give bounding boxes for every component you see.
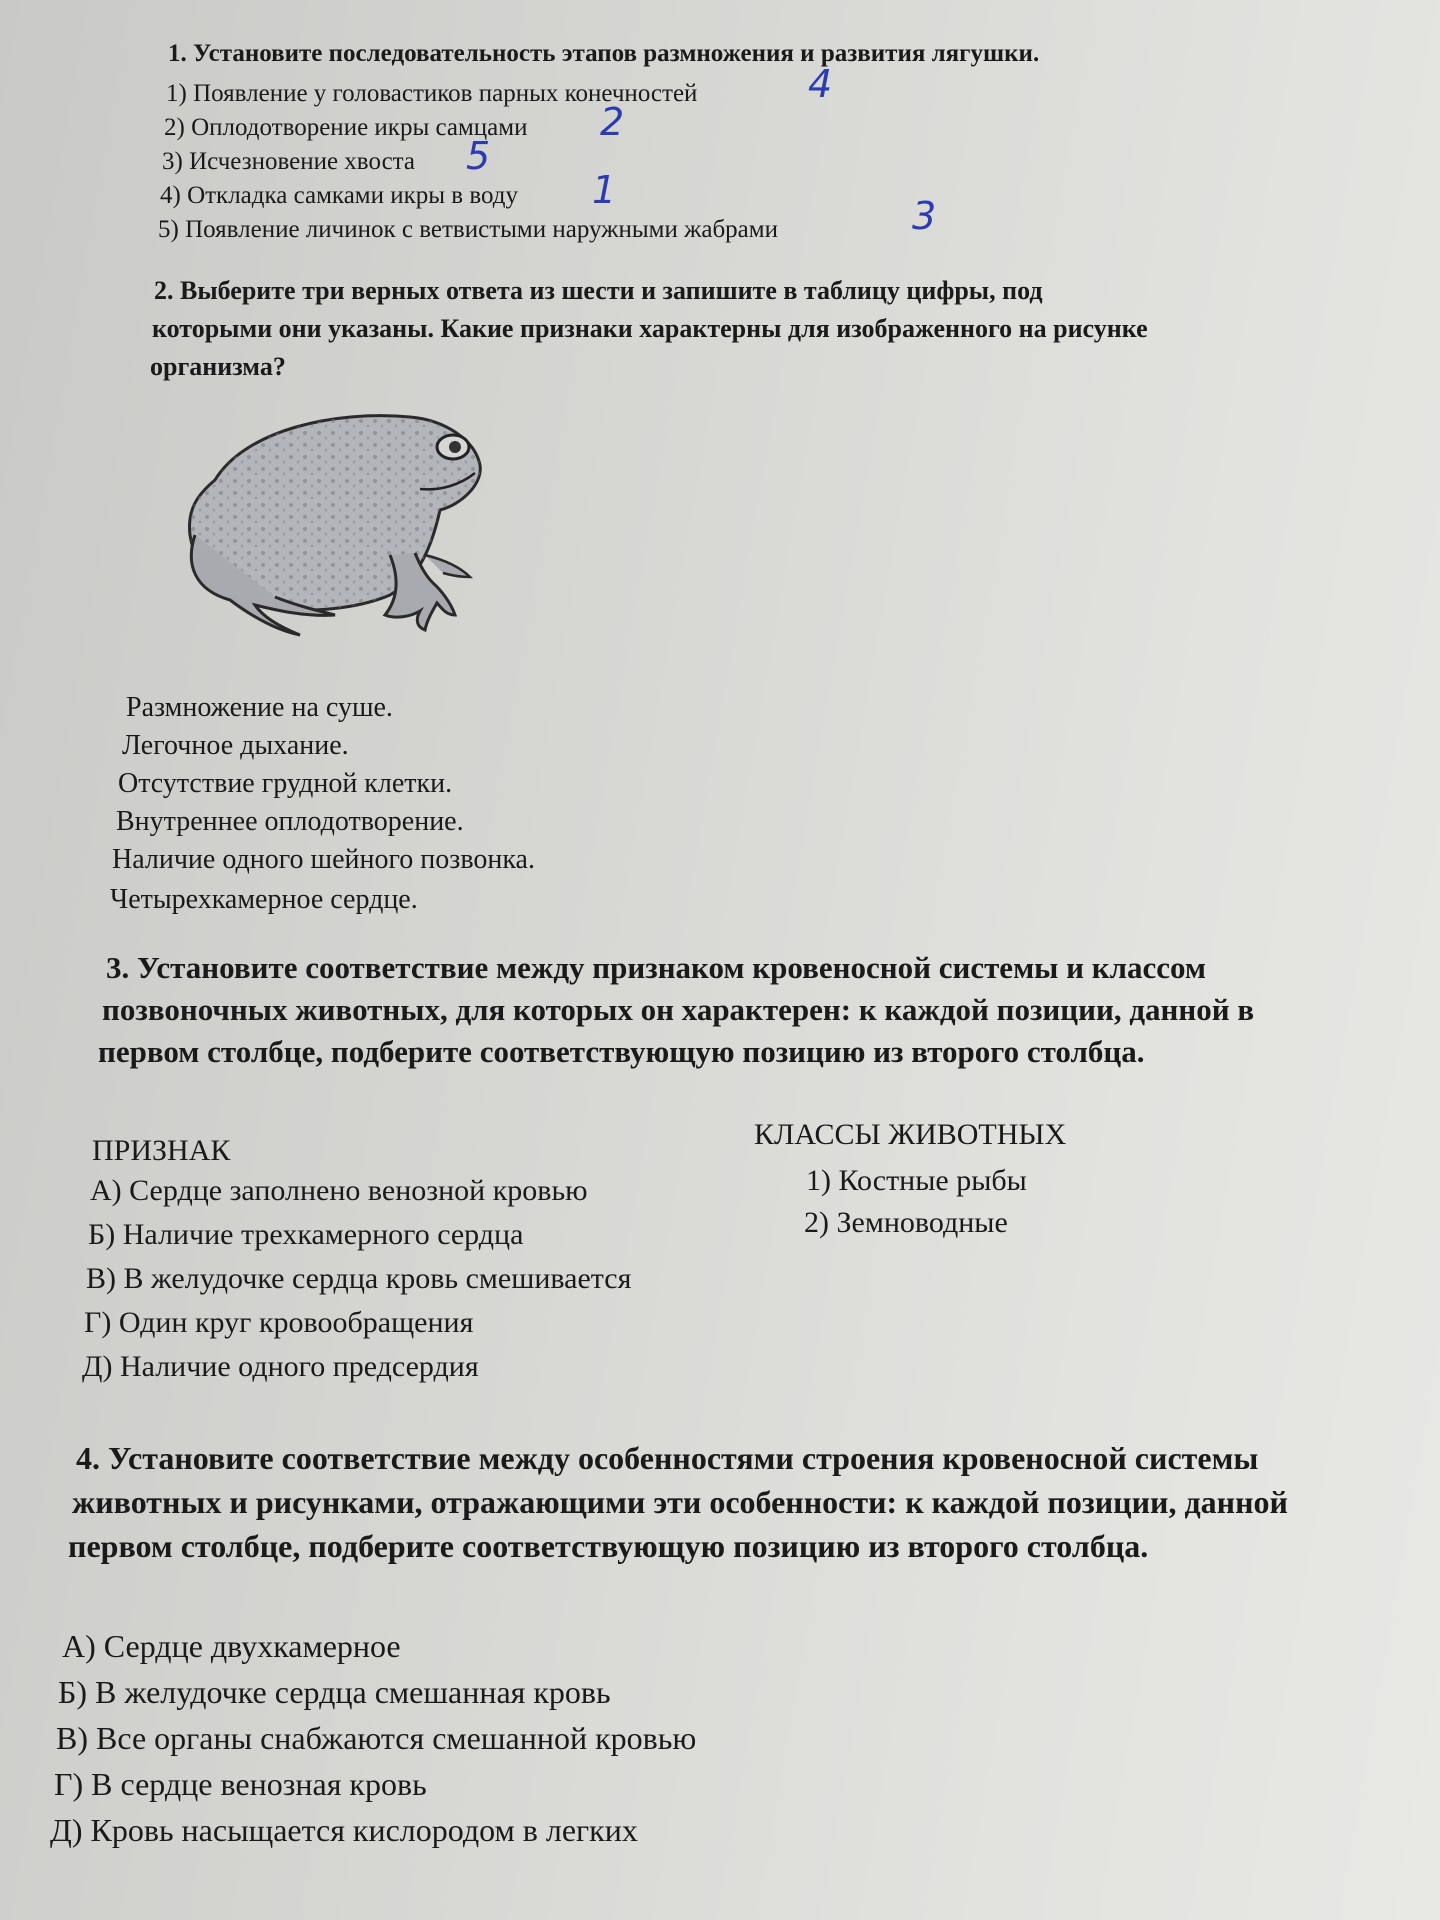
q2-option: Четырехкамерное сердце. (110, 884, 418, 915)
q3-left-item: Б) Наличие трехкамерного сердца (88, 1218, 524, 1251)
q3-left-item: Г) Один круг кровообращения (84, 1306, 474, 1339)
q2-title-line: организма? (150, 352, 286, 381)
toad-illustration (175, 405, 515, 655)
q3-title-line: первом столбце, подберите соответствующую позицию из второго столбца. (98, 1034, 1145, 1069)
q3-title-line: позвоночных животных, для которых он характерен: к каждой позиции, данной в (102, 992, 1255, 1027)
q3-left-item: Д) Наличие одного предсердия (82, 1350, 479, 1383)
handwritten-answer: 4 (808, 62, 833, 106)
q1-item: 1) Появление у головастиков парных конечностей (166, 80, 698, 107)
handwritten-answer: 5 (466, 134, 491, 178)
q4-item: Б) В желудочке сердца смешанная кровь (58, 1674, 611, 1710)
handwritten-answer: 3 (912, 194, 937, 238)
q4-title-line: первом столбце, подберите соответствующую позицию из второго столбца. (68, 1528, 1149, 1564)
q2-option: Внутреннее оплодотворение. (116, 806, 464, 837)
q3-title-line: 3. Установите соответствие между признаком кровеносной системы и классом (106, 950, 1207, 985)
q1-item: 2) Оплодотворение икры самцами (164, 114, 528, 141)
q3-left-header: ПРИЗНАК (92, 1134, 231, 1167)
handwritten-answer: 1 (592, 168, 617, 212)
q1-title: 1. Установите последовательность этапов размножения и развития лягушки. (168, 40, 1040, 67)
q2-option: Отсутствие грудной клетки. (118, 768, 453, 799)
q4-title-line: животных и рисунками, отражающими эти особенности: к каждой позиции, данной (72, 1484, 1288, 1520)
q3-right-item: 2) Земноводные (804, 1206, 1008, 1239)
q3-left-item: А) Сердце заполнено венозной кровью (90, 1174, 588, 1207)
q2-option: Наличие одного шейного позвонка. (112, 844, 535, 875)
q3-right-header: КЛАССЫ ЖИВОТНЫХ (754, 1118, 1067, 1151)
q4-item: Д) Кровь насыщается кислородом в легких (50, 1812, 638, 1848)
q1-item: 5) Появление личинок с ветвистыми наружными жабрами (158, 216, 778, 243)
q4-item: Г) В сердце венозная кровь (54, 1766, 427, 1802)
q3-right-item: 1) Костные рыбы (806, 1164, 1027, 1197)
q2-option: Легочное дыхание. (122, 730, 349, 761)
q4-item: В) Все органы снабжаются смешанной кровью (56, 1720, 697, 1756)
q1-item: 3) Исчезновение хвоста (162, 148, 415, 175)
q2-title-line: которыми они указаны. Какие признаки характерны для изображенного на рисунке (152, 314, 1148, 343)
q3-left-item: В) В желудочке сердца кровь смешивается (86, 1262, 632, 1295)
q1-item: 4) Откладка самками икры в воду (160, 182, 518, 209)
q4-title-line: 4. Установите соответствие между особенностями строения кровеносной системы (76, 1440, 1259, 1476)
q4-item: А) Сердце двухкамерное (62, 1628, 401, 1664)
handwritten-answer: 2 (600, 100, 625, 144)
q2-option: Размножение на суше. (126, 692, 393, 723)
q2-title-line: 2. Выберите три верных ответа из шести и запишите в таблицу цифры, под (154, 276, 1043, 305)
